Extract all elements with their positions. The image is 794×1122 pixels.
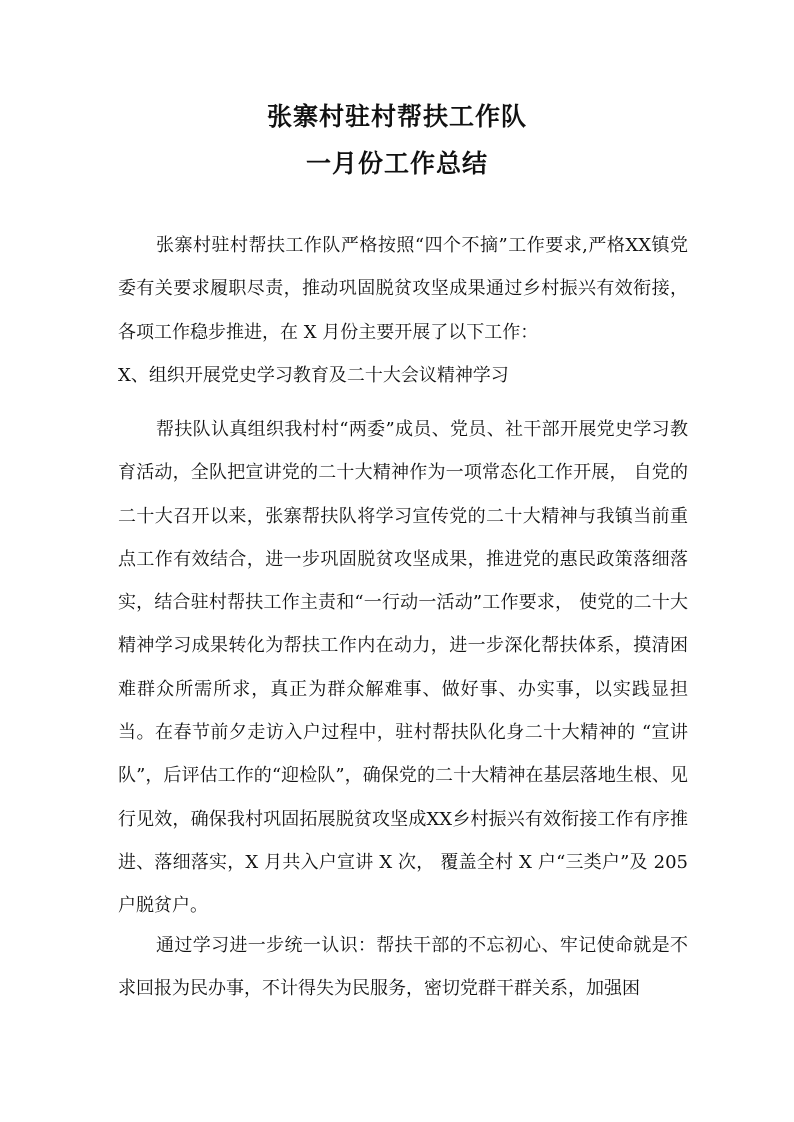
section-paragraph-2: 通过学习进一步统一认识：帮扶干部的不忘初心、牢记使命就是不求回报为民办事，不计得失为民服务，密切党群干群关系，加强困 xyxy=(118,935,688,1000)
section-paragraph: 帮扶队认真组织我村村“两委”成员、党员、社干部开展党史学习教育活动，全队把宣讲党的二十大精神作为一项常态化工作开展， 自党的二十大召开以来，张寨帮扶队将学习宣传党的二十大精神与我镇当前重点工作有效结合，进一步巩固脱贫攻坚成果，推进党的惠民政策落细落实，结合驻村帮扶工作主责和“一行动一活动”工作要求， 使党的二十大精神学习成果转化为帮扶工作内在动力，进一步深化帮扶体系，摸清困难群众所需所求，真正为群众解难事、做好事、办实事，以实践显担当。在春节前夕走访入户过程中，驻村帮扶队化身二十大精神的 “宣讲队”，后评估工作的“迎检队”，确保党的二十大精神在基层落地生根、见行见效，确保我村巩固拓展脱贫攻坚成XX乡村振兴有效衔接工作有序推进、落细落实，X 月共入户宣讲 X 次， 覆盖全村 X 户“三类户”及 205 户脱贫户。 xyxy=(118,419,688,917)
section-heading: X、组织开展党史学习教育及二十大会议精神学习 xyxy=(118,365,509,386)
intro-paragraph: 张寨村驻村帮扶工作队严格按照“四个不摘”工作要求,严格XX镇党委有关要求履职尽责，推动巩固脱贫攻坚成果通过乡村振兴有效衔接，各项工作稳步推进，在 X 月份主要开展了以下工作： xyxy=(118,235,688,343)
document-title-line1: 张寨村驻村帮扶工作队 xyxy=(266,102,527,131)
document-title-line2: 一月份工作总结 xyxy=(305,149,488,178)
